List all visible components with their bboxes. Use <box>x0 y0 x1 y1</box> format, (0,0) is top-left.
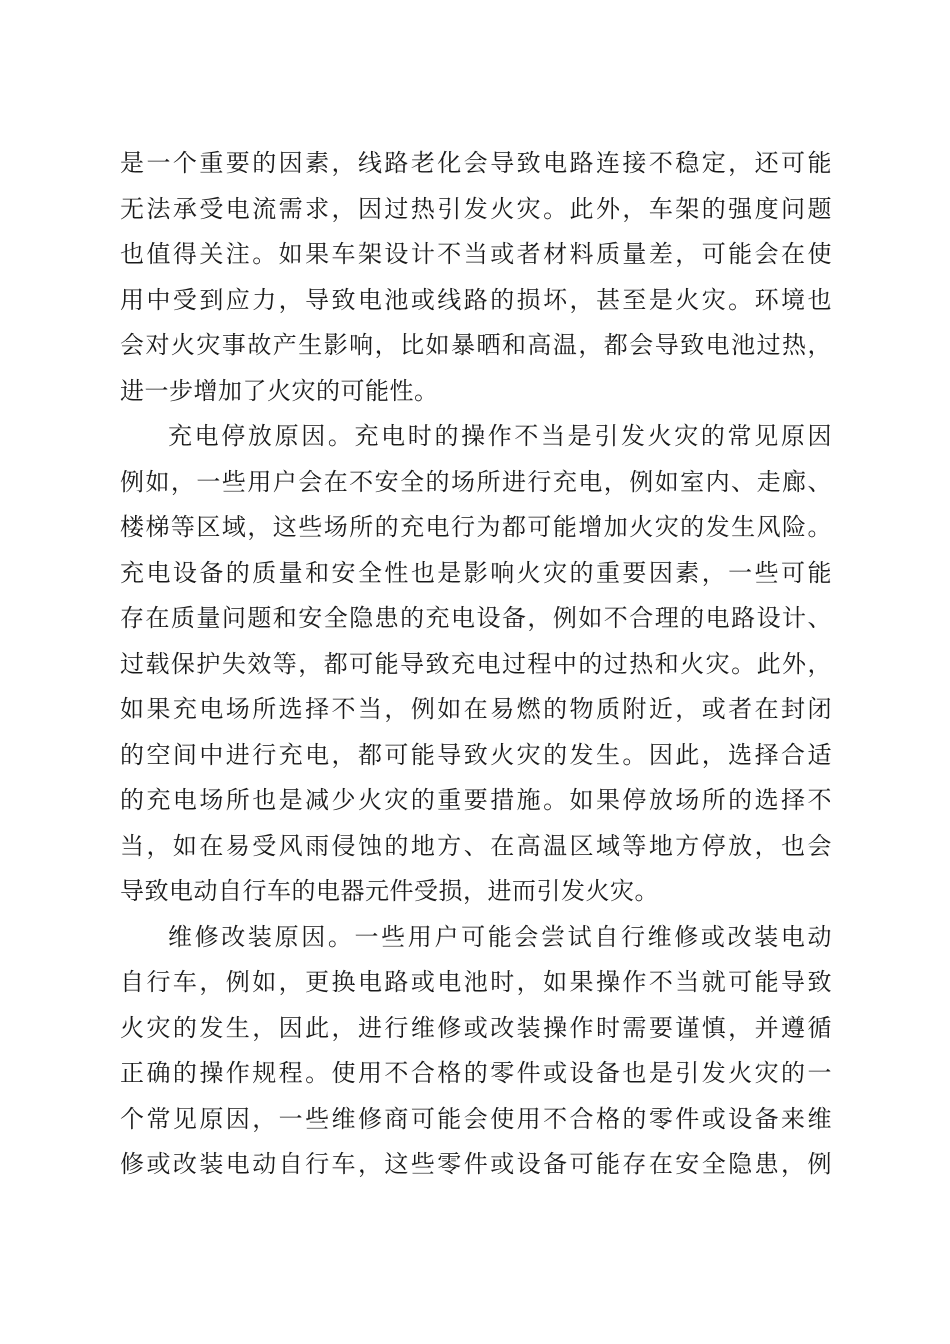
text-line: 是一个重要的因素，线路老化会导致电路连接不稳定，还可能 <box>120 149 832 177</box>
text-line: 个常见原因，一些维修商可能会使用不合格的零件或设备来维 <box>120 1104 832 1133</box>
text-line: 存在质量问题和安全隐患的充电设备，例如不合理的电路设计、 <box>120 604 832 632</box>
text-line: 火灾的发生，因此，进行维修或改装操作时需要谨慎，并遵循 <box>120 1013 832 1042</box>
text-line: 如果充电场所选择不当，例如在易燃的物质附近，或者在封闭 <box>120 695 832 723</box>
text-line: 当，如在易受风雨侵蚀的地方、在高温区域等地方停放，也会 <box>120 831 832 860</box>
text-line: 充电停放原因。充电时的操作不当是引发火灾的常见原因 <box>168 422 832 450</box>
text-line: 也值得关注。如果车架设计不当或者材料质量差，可能会在使 <box>120 240 832 268</box>
text-line: 正确的操作规程。使用不合格的零件或设备也是引发火灾的一 <box>120 1059 832 1087</box>
text-line: 无法承受电流需求，因过热引发火灾。此外，车架的强度问题 <box>120 194 832 223</box>
text-line: 例如，一些用户会在不安全的场所进行充电，例如室内、走廊、 <box>120 467 832 496</box>
text-line: 过载保护失效等，都可能导致充电过程中的过热和火灾。此外， <box>120 649 832 678</box>
text-line: 维修改装原因。一些用户可能会尝试自行维修或改装电动 <box>168 922 832 951</box>
text-line: 会对火灾事故产生影响，比如暴晒和高温，都会导致电池过热， <box>120 331 832 359</box>
document-body <box>120 141 832 1188</box>
text-line: 进一步增加了火灾的可能性。 <box>120 376 439 405</box>
text-line: 充电设备的质量和安全性也是影响火灾的重要因素，一些可能 <box>120 558 832 587</box>
text-line: 自行车，例如，更换电路或电池时，如果操作不当就可能导致 <box>120 968 832 996</box>
text-line: 修或改装电动自行车，这些零件或设备可能存在安全隐患，例 <box>120 1150 832 1178</box>
text-line: 的空间中进行充电，都可能导致火灾的发生。因此，选择合适 <box>120 740 832 769</box>
text-line: 的充电场所也是减少火灾的重要措施。如果停放场所的选择不 <box>120 786 832 814</box>
text-line: 楼梯等区域，这些场所的充电行为都可能增加火灾的发生风险。 <box>120 513 832 541</box>
text-line: 用中受到应力，导致电池或线路的损坏，甚至是火灾。环境也 <box>120 285 832 314</box>
text-line: 导致电动自行车的电器元件受损，进而引发火灾。 <box>120 877 659 905</box>
